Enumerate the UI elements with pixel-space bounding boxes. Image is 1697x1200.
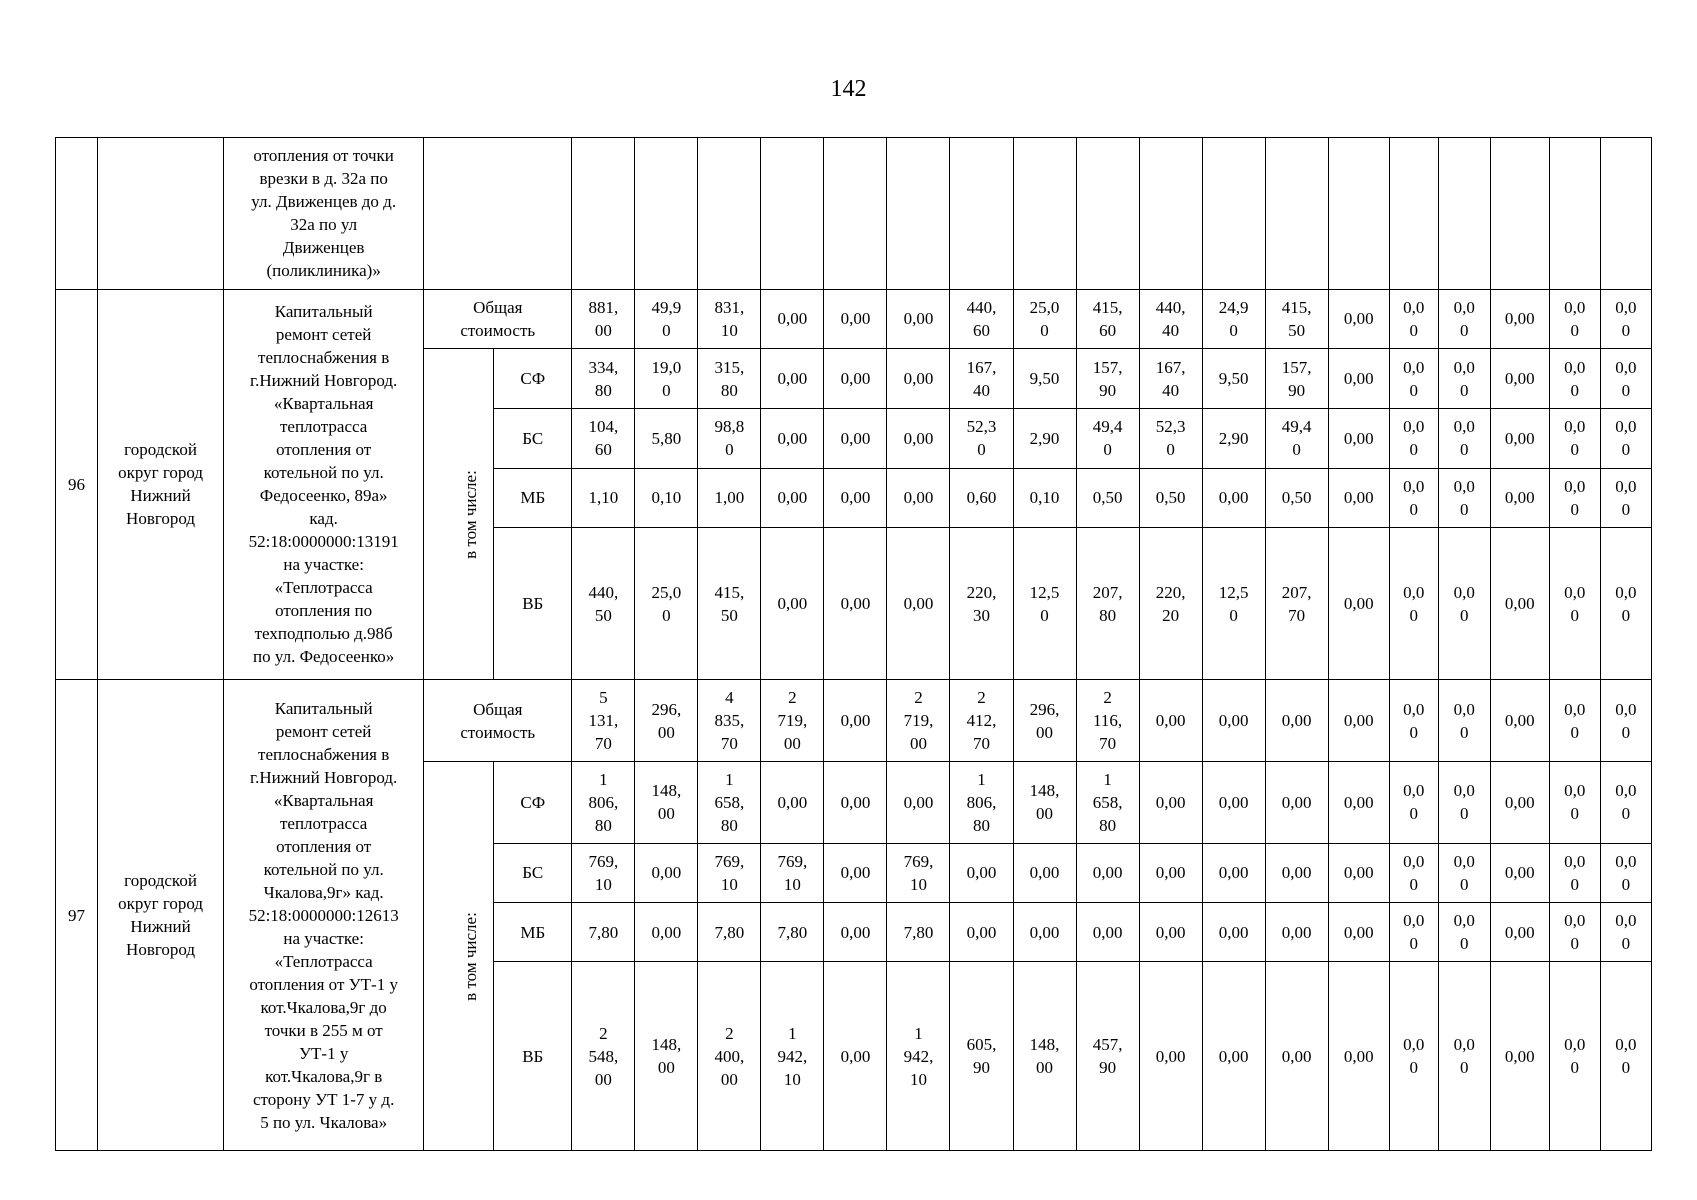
value-cell: 0,0 0 (1389, 409, 1438, 468)
value-cell: 0,00 (1265, 843, 1328, 902)
value-cell: 0,0 0 (1389, 527, 1438, 680)
value-cell: 7,80 (887, 902, 950, 961)
value-cell: 0,50 (1139, 468, 1202, 527)
value-cell: 881, 00 (572, 289, 635, 348)
value-cell: 0,0 0 (1600, 843, 1651, 902)
total-cost-label: Общая стоимость (424, 289, 572, 348)
value-cell (950, 138, 1013, 290)
value-cell (635, 138, 698, 290)
funding-source-label: СФ (494, 762, 572, 844)
value-cell: 0,00 (1139, 962, 1202, 1151)
value-cell: 220, 20 (1139, 527, 1202, 680)
value-cell: 0,00 (635, 902, 698, 961)
value-cell: 0,00 (1139, 680, 1202, 762)
value-cell: 0,00 (1265, 680, 1328, 762)
value-cell: 2 548, 00 (572, 962, 635, 1151)
description-cell: Капитальный ремонт сетей теплоснабжения в г.Нижний Новгород. «Квартальная теплотрасса отопления от котельной по ул. Чкалова,9г» кад. 52:18:0000000:12613 на участке: «Теплотрасса отопления от УТ-1 у кот.Чкалова,9г до точки в 255 м от УТ-1 у кот.Чкалова,9г в сторону УТ 1-7 у д. 5 по ул. Чкалова» (224, 680, 424, 1151)
value-cell: 52,3 0 (950, 409, 1013, 468)
region-cell: городской округ город Нижний Новгород (98, 680, 224, 1151)
funding-source-label: БС (494, 409, 572, 468)
value-cell: 0,00 (1013, 902, 1076, 961)
value-cell: 0,00 (1139, 902, 1202, 961)
value-cell: 0,00 (1013, 843, 1076, 902)
value-cell: 0,00 (1202, 762, 1265, 844)
value-cell: 0,00 (635, 843, 698, 902)
value-cell: 0,00 (887, 409, 950, 468)
value-cell: 0,0 0 (1549, 289, 1600, 348)
value-cell: 0,50 (1265, 468, 1328, 527)
value-cell (824, 138, 887, 290)
value-cell: 0,00 (950, 902, 1013, 961)
value-cell: 0,00 (1265, 962, 1328, 1151)
value-cell: 2 719, 00 (887, 680, 950, 762)
value-cell: 148, 00 (1013, 962, 1076, 1151)
value-cell: 0,0 0 (1600, 902, 1651, 961)
value-cell: 769, 10 (761, 843, 824, 902)
value-cell (1549, 138, 1600, 290)
value-cell: 0,00 (1328, 762, 1389, 844)
including-label: в том числе: (461, 469, 481, 559)
value-cell: 0,00 (1202, 843, 1265, 902)
value-cell: 1,00 (698, 468, 761, 527)
value-cell: 0,0 0 (1438, 962, 1490, 1151)
value-cell: 0,0 0 (1389, 468, 1438, 527)
value-cell (572, 138, 635, 290)
value-cell: 0,00 (1202, 680, 1265, 762)
value-cell: 98,8 0 (698, 409, 761, 468)
value-cell: 0,0 0 (1600, 409, 1651, 468)
including-label-cell (424, 762, 494, 1151)
row-number-cell (56, 138, 98, 290)
value-cell: 440, 40 (1139, 289, 1202, 348)
value-cell: 0,00 (1202, 468, 1265, 527)
value-cell: 0,00 (1328, 680, 1389, 762)
value-cell: 49,4 0 (1265, 409, 1328, 468)
value-cell: 157, 90 (1076, 348, 1139, 408)
value-cell: 0,00 (887, 468, 950, 527)
value-cell: 9,50 (1013, 348, 1076, 408)
value-cell: 0,0 0 (1549, 962, 1600, 1151)
value-cell: 0,00 (1076, 843, 1139, 902)
value-cell: 0,0 0 (1549, 468, 1600, 527)
value-cell: 5 131, 70 (572, 680, 635, 762)
value-cell: 0,00 (1328, 468, 1389, 527)
value-cell: 1 806, 80 (950, 762, 1013, 844)
value-cell: 0,00 (824, 902, 887, 961)
value-cell (1438, 138, 1490, 290)
value-cell: 0,00 (1490, 843, 1549, 902)
value-cell: 148, 00 (1013, 762, 1076, 844)
value-cell: 0,00 (1076, 902, 1139, 961)
value-cell: 0,00 (1328, 527, 1389, 680)
value-cell (1490, 138, 1549, 290)
value-cell: 334, 80 (572, 348, 635, 408)
value-cell: 0,0 0 (1438, 468, 1490, 527)
funding-source-label: МБ (494, 902, 572, 961)
value-cell: 0,00 (824, 348, 887, 408)
value-cell (1013, 138, 1076, 290)
value-cell: 0,50 (1076, 468, 1139, 527)
value-cell: 0,00 (887, 348, 950, 408)
value-cell: 0,0 0 (1600, 527, 1651, 680)
value-cell: 0,0 0 (1600, 289, 1651, 348)
value-cell: 0,0 0 (1438, 843, 1490, 902)
funding-source-label: ВБ (494, 962, 572, 1151)
value-cell: 0,0 0 (1438, 348, 1490, 408)
value-cell: 0,00 (1139, 762, 1202, 844)
value-cell: 2,90 (1202, 409, 1265, 468)
value-cell: 49,9 0 (635, 289, 698, 348)
value-cell (1139, 138, 1202, 290)
value-cell (887, 138, 950, 290)
value-cell: 0,00 (1490, 680, 1549, 762)
value-cell: 0,00 (1139, 843, 1202, 902)
value-cell: 296, 00 (1013, 680, 1076, 762)
value-cell: 457, 90 (1076, 962, 1139, 1151)
value-cell: 1 942, 10 (761, 962, 824, 1151)
value-cell: 0,00 (824, 962, 887, 1151)
value-cell (1265, 138, 1328, 290)
value-cell: 207, 70 (1265, 527, 1328, 680)
value-cell: 831, 10 (698, 289, 761, 348)
value-cell: 1,10 (572, 468, 635, 527)
value-cell: 49,4 0 (1076, 409, 1139, 468)
value-cell: 207, 80 (1076, 527, 1139, 680)
value-cell: 0,00 (887, 762, 950, 844)
value-cell: 0,00 (1202, 962, 1265, 1151)
table-row (56, 289, 1652, 348)
value-cell: 0,0 0 (1549, 409, 1600, 468)
row-number-cell: 96 (56, 289, 98, 680)
value-cell: 0,0 0 (1549, 762, 1600, 844)
value-cell: 0,00 (1202, 902, 1265, 961)
description-cell: отопления от точки врезки в д. 32а по ул. Движенцев до д. 32а по ул Движенцев (поликлиника)» (224, 138, 424, 290)
value-cell: 769, 10 (572, 843, 635, 902)
value-cell: 7,80 (698, 902, 761, 961)
value-cell: 0,00 (1328, 409, 1389, 468)
funding-source-label: СФ (494, 348, 572, 408)
value-cell: 167, 40 (1139, 348, 1202, 408)
value-cell: 0,00 (1490, 902, 1549, 961)
funding-source-label: БС (494, 843, 572, 902)
value-cell: 0,0 0 (1389, 348, 1438, 408)
value-cell: 220, 30 (950, 527, 1013, 680)
value-cell: 0,0 0 (1600, 680, 1651, 762)
value-cell: 0,0 0 (1549, 843, 1600, 902)
value-cell: 0,0 0 (1438, 680, 1490, 762)
value-cell (698, 138, 761, 290)
description-cell: Капитальный ремонт сетей теплоснабжения в г.Нижний Новгород. «Квартальная теплотрасса отопления от котельной по ул. Федосеенко, 89а» кад. 52:18:0000000:13191 на участке: «Теплотрасса отопления по техподполью д.98б по ул. Федосеенко» (224, 289, 424, 680)
value-cell: 4 835, 70 (698, 680, 761, 762)
value-cell: 25,0 0 (635, 527, 698, 680)
value-cell: 0,00 (1490, 962, 1549, 1151)
value-cell: 605, 90 (950, 962, 1013, 1151)
table-row (56, 680, 1652, 762)
value-cell: 2 719, 00 (761, 680, 824, 762)
value-cell: 1 658, 80 (698, 762, 761, 844)
value-cell: 0,00 (1490, 289, 1549, 348)
value-cell: 0,0 0 (1389, 843, 1438, 902)
table-row-continuation (56, 138, 1652, 290)
row-number-cell: 97 (56, 680, 98, 1151)
value-cell (761, 138, 824, 290)
value-cell: 0,00 (761, 409, 824, 468)
value-cell: 5,80 (635, 409, 698, 468)
value-cell: 296, 00 (635, 680, 698, 762)
value-cell: 0,60 (950, 468, 1013, 527)
including-label: в том числе: (461, 911, 481, 1001)
value-cell: 157, 90 (1265, 348, 1328, 408)
value-cell: 769, 10 (887, 843, 950, 902)
value-cell: 0,00 (1328, 289, 1389, 348)
value-cell: 415, 60 (1076, 289, 1139, 348)
value-cell: 0,00 (824, 680, 887, 762)
value-cell: 0,0 0 (1549, 348, 1600, 408)
value-cell: 12,5 0 (1013, 527, 1076, 680)
value-cell: 0,0 0 (1438, 762, 1490, 844)
value-cell: 0,00 (761, 527, 824, 680)
value-cell (1076, 138, 1139, 290)
value-cell: 1 658, 80 (1076, 762, 1139, 844)
value-cell: 415, 50 (698, 527, 761, 680)
value-cell: 0,0 0 (1549, 680, 1600, 762)
value-cell: 0,00 (824, 409, 887, 468)
value-cell: 0,0 0 (1549, 902, 1600, 961)
value-cell: 0,0 0 (1438, 902, 1490, 961)
value-cell: 0,00 (1490, 468, 1549, 527)
value-cell: 0,00 (761, 762, 824, 844)
value-cell: 9,50 (1202, 348, 1265, 408)
value-cell: 0,00 (887, 527, 950, 680)
value-cell: 0,00 (1328, 962, 1389, 1151)
value-cell: 415, 50 (1265, 289, 1328, 348)
value-cell: 19,0 0 (635, 348, 698, 408)
value-cell: 0,00 (824, 468, 887, 527)
including-label-cell (424, 348, 494, 680)
value-cell (1328, 138, 1389, 290)
value-cell: 148, 00 (635, 762, 698, 844)
value-cell (1202, 138, 1265, 290)
value-cell: 0,00 (1265, 902, 1328, 961)
value-cell: 1 806, 80 (572, 762, 635, 844)
value-cell: 0,0 0 (1600, 962, 1651, 1151)
value-cell: 0,00 (1328, 348, 1389, 408)
financing-table (55, 137, 1652, 1151)
value-cell (1389, 138, 1438, 290)
value-cell: 440, 60 (950, 289, 1013, 348)
funding-source-label: МБ (494, 468, 572, 527)
value-cell: 0,0 0 (1389, 762, 1438, 844)
value-cell: 315, 80 (698, 348, 761, 408)
value-cell: 2,90 (1013, 409, 1076, 468)
value-cell: 52,3 0 (1139, 409, 1202, 468)
value-cell: 0,0 0 (1438, 527, 1490, 680)
value-cell: 0,00 (1265, 762, 1328, 844)
region-cell (98, 138, 224, 290)
value-cell: 2 116, 70 (1076, 680, 1139, 762)
value-cell: 12,5 0 (1202, 527, 1265, 680)
value-cell: 2 412, 70 (950, 680, 1013, 762)
value-cell: 0,0 0 (1438, 289, 1490, 348)
value-cell: 0,00 (1490, 527, 1549, 680)
value-cell: 2 400, 00 (698, 962, 761, 1151)
value-cell: 7,80 (572, 902, 635, 961)
value-cell: 0,00 (950, 843, 1013, 902)
value-cell: 7,80 (761, 902, 824, 961)
value-cell: 0,0 0 (1438, 409, 1490, 468)
value-cell: 0,00 (761, 468, 824, 527)
value-cell: 0,00 (1490, 762, 1549, 844)
value-cell (1600, 138, 1651, 290)
value-cell: 0,00 (761, 348, 824, 408)
value-cell: 0,0 0 (1600, 348, 1651, 408)
value-cell: 769, 10 (698, 843, 761, 902)
page-number: 142 (830, 76, 867, 102)
value-cell: 0,0 0 (1389, 902, 1438, 961)
value-cell: 0,0 0 (1389, 289, 1438, 348)
value-cell: 0,0 0 (1549, 527, 1600, 680)
value-cell: 0,00 (824, 843, 887, 902)
region-cell: городской округ город Нижний Новгород (98, 289, 224, 680)
value-cell: 0,10 (635, 468, 698, 527)
value-cell: 0,00 (824, 762, 887, 844)
value-cell: 1 942, 10 (887, 962, 950, 1151)
total-cost-label: Общая стоимость (424, 680, 572, 762)
value-cell: 0,00 (1490, 409, 1549, 468)
value-cell: 0,00 (824, 289, 887, 348)
value-cell: 0,0 0 (1600, 468, 1651, 527)
value-cell: 0,00 (1490, 348, 1549, 408)
value-cell: 0,00 (761, 289, 824, 348)
value-cell: 0,00 (1328, 902, 1389, 961)
value-cell: 0,0 0 (1600, 762, 1651, 844)
value-cell: 24,9 0 (1202, 289, 1265, 348)
value-cell: 0,10 (1013, 468, 1076, 527)
value-cell: 0,00 (887, 289, 950, 348)
value-cell: 0,00 (824, 527, 887, 680)
value-cell: 148, 00 (635, 962, 698, 1151)
value-cell: 104, 60 (572, 409, 635, 468)
value-cell: 0,00 (1328, 843, 1389, 902)
value-cell: 167, 40 (950, 348, 1013, 408)
value-cell: 0,0 0 (1389, 962, 1438, 1151)
funding-source-label: ВБ (494, 527, 572, 680)
label-cell (424, 138, 572, 290)
value-cell: 0,0 0 (1389, 680, 1438, 762)
value-cell: 440, 50 (572, 527, 635, 680)
value-cell: 25,0 0 (1013, 289, 1076, 348)
